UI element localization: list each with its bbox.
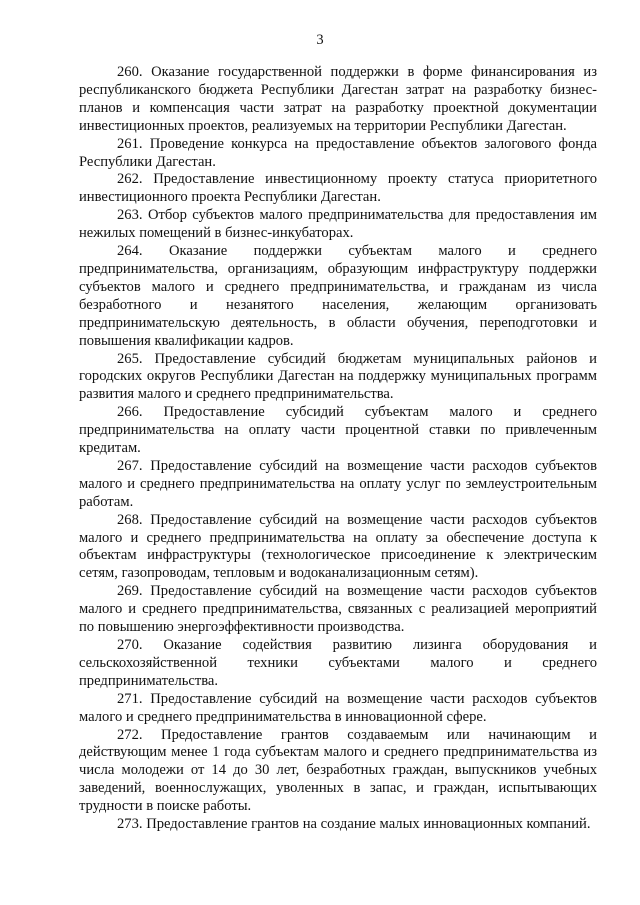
list-item: 263. Отбор субъектов малого предпринимательства для предоставления им нежилых помещений в бизнес-инкубаторах. bbox=[79, 207, 597, 242]
list-item: 264. Оказание поддержки субъектам малого и среднего предпринимательства, организациям, образующим инфраструктуру поддержки субъектов малого и среднего предпринимательства, и гражданам из числа безработного и незанятого населения, желающим организовать предпринимательскую деятельность, в области обучения, переподготовки и повышения квалификации кадров. bbox=[79, 243, 597, 349]
list-item: 266. Предоставление субсидий субъектам малого и среднего предпринимательства на оплату части процентной ставки по привлеченным кредитам. bbox=[79, 404, 597, 457]
list-item: 272. Предоставление грантов создаваемым или начинающим и действующим менее 1 года субъектам малого и среднего предпринимательства из числа молодежи от 14 до 30 лет, безработных граждан, выпускников учебных заведений, военнослужащих, уволенных в запас, и граждан, испытывающих трудности в поиске работы. bbox=[79, 726, 597, 815]
list-item: 260. Оказание государственной поддержки в форме финансирования из республиканского бюджета Республики Дагестан затрат на разработку бизнес-планов и компенсация части затрат на разработку проектной документации инвестиционных проектов, реализуемых на территории Республики Дагестан. bbox=[79, 64, 597, 134]
list-item: 265. Предоставление субсидий бюджетам муниципальных районов и городских округов Республики Дагестан на поддержку муниципальных программ развития малого и среднего предпринимательства. bbox=[79, 350, 597, 403]
list-item: 261. Проведение конкурса на предоставление объектов залогового фонда Республики Дагестан. bbox=[79, 135, 597, 170]
list-item: 273. Предоставление грантов на создание малых инновационных компаний. bbox=[117, 816, 591, 833]
list-item: 267. Предоставление субсидий на возмещение части расходов субъектов малого и среднего предпринимательства на оплату услуг по землеустроительным работам. bbox=[79, 457, 597, 510]
list-item: 270. Оказание содействия развитию лизинга оборудования и сельскохозяйственной техники субъектами малого и среднего предпринимательства. bbox=[79, 637, 597, 689]
document-body bbox=[79, 64, 597, 834]
list-item: 271. Предоставление субсидий на возмещение части расходов субъектов малого и среднего предпринимательства в инновационной сфере. bbox=[79, 690, 597, 725]
page-number: 3 bbox=[316, 32, 324, 48]
list-item: 262. Предоставление инвестиционному проекту статуса приоритетного инвестиционного проекта Республики Дагестан. bbox=[79, 171, 597, 206]
list-item: 268. Предоставление субсидий на возмещение части расходов субъектов малого и среднего предпринимательства на оплату за обеспечение доступа к объектам инфраструктуры (технологическое присоединение к электрическим сетям, газопроводам, тепловым и водоканализационным сетям). bbox=[79, 511, 597, 582]
list-item: 269. Предоставление субсидий на возмещение части расходов субъектов малого и среднего предпринимательства, связанных с реализацией мероприятий по повышению энергоэффективности производства. bbox=[79, 583, 597, 636]
